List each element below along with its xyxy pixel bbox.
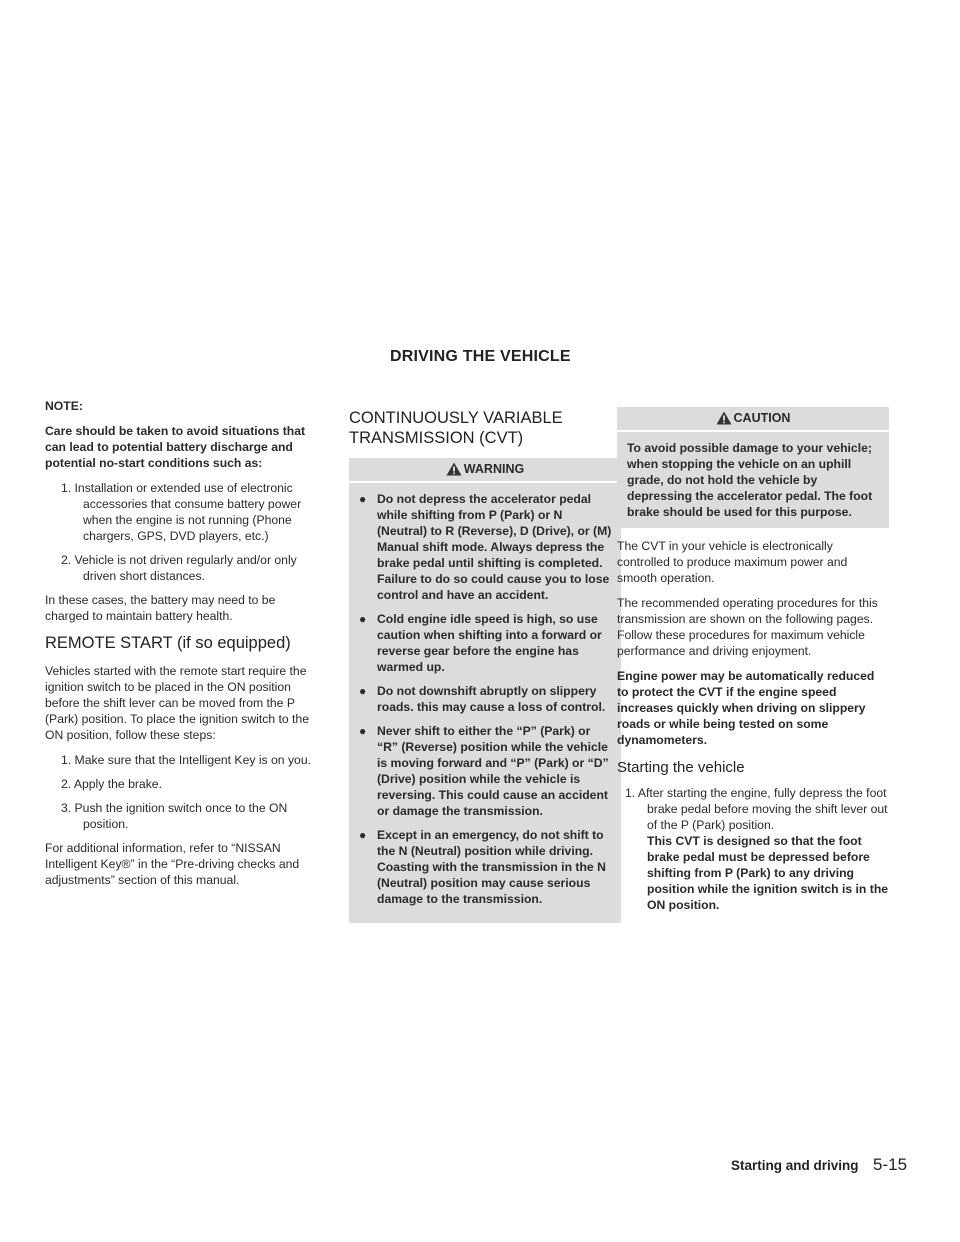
heading-cvt: CONTINUOUSLY VARIABLE TRANSMISSION (CVT): [349, 409, 563, 447]
bullet-icon: ●: [359, 492, 367, 506]
column-left: [45, 398, 317, 897]
warning-item: [359, 491, 613, 603]
note-text: Care should be taken to avoid situations that can lead to potential battery discharge and potential no-start conditions such as:: [45, 424, 306, 470]
list-item: 1. Installation or extended use of electronic accessories that consume battery power when the engine is not running (Phone chargers, GPS, DVD players, etc.): [61, 481, 302, 543]
page-number: 5-15: [873, 1155, 908, 1174]
warning-label: WARNING: [463, 462, 525, 476]
caution-header: [617, 407, 889, 432]
warning-item: [359, 683, 613, 715]
warning-text: Do not depress the accelerator pedal while shifting from P (Park) or N (Neutral) to R (Reverse), D (Drive), or (M) Manual shift mode. Always depress the brake pedal until shifting is completed. Failure to do so could cause you to lose control and have an accident.: [377, 492, 612, 602]
warning-text: Do not downshift abruptly on slippery roads. this may cause a loss of control.: [377, 684, 606, 714]
paragraph-bold: Engine power may be automatically reduced to protect the CVT if the engine speed increases quickly when driving on slippery roads or while being tested on some dynamometers.: [617, 669, 875, 747]
list-item: 3. Push the ignition switch once to the ON position.: [61, 801, 288, 831]
list-item: 1. Make sure that the Intelligent Key is on you.: [61, 753, 311, 767]
caution-triangle-icon: [716, 411, 732, 425]
step-text: 1. After starting the engine, fully depress the foot brake pedal before moving the shift lever out of the P (Park) position.: [625, 786, 888, 832]
paragraph: For additional information, refer to “NISSAN Intelligent Key®” in the “Pre-driving checks and adjustments” section of this manual.: [45, 841, 300, 887]
paragraph: Vehicles started with the remote start require the ignition switch to be placed in the ON position before the shift lever can be moved from the P (Park) position. To place the ignition switch to the ON position, follow these steps:: [45, 664, 309, 742]
warning-item: [359, 827, 613, 907]
paragraph: The CVT in your vehicle is electronically controlled to produce maximum power and smooth operation.: [617, 539, 848, 585]
bullet-icon: ●: [359, 612, 367, 626]
list-item: [617, 785, 889, 913]
paragraph: In these cases, the battery may need to be charged to maintain battery health.: [45, 593, 276, 623]
paragraph: The recommended operating procedures for this transmission are shown on the following pages. Follow these procedures for maximum vehicle performance and driving enjoyment.: [617, 596, 878, 658]
list-item: 2. Apply the brake.: [61, 777, 162, 791]
bullet-icon: ●: [359, 828, 367, 842]
warning-text: Except in an emergency, do not shift to the N (Neutral) position while driving. Coasting with the transmission in the N (Neutral) position may cause serious damage to the transmission.: [377, 828, 606, 906]
warning-item: [359, 611, 613, 675]
heading-starting-vehicle: Starting the vehicle: [617, 759, 745, 776]
warning-header: [349, 458, 621, 483]
caution-text: To avoid possible damage to your vehicle; when stopping the vehicle on an uphill grade, do not hold the vehicle by depressing the accelerator pedal. The foot brake should be used for this purpose.: [627, 441, 873, 519]
heading-remote-start: REMOTE START (if so equipped): [45, 634, 291, 652]
warning-text: Cold engine idle speed is high, so use caution when shifting into a forward or reverse gear before the engine has warmed up.: [377, 612, 602, 674]
warning-body: [349, 483, 621, 923]
warning-item: [359, 723, 613, 819]
bullet-icon: ●: [359, 684, 367, 698]
section-header: DRIVING THE VEHICLE: [390, 348, 571, 365]
column-middle: [349, 404, 621, 923]
note-label: NOTE:: [45, 399, 83, 413]
column-right: [617, 407, 889, 921]
list-item: 2. Vehicle is not driven regularly and/or only driven short distances.: [61, 553, 297, 583]
caution-box: [617, 407, 889, 528]
warning-box: [349, 458, 621, 923]
warning-triangle-icon: [446, 462, 462, 476]
step-bold-text: This CVT is designed so that the foot brake pedal must be depressed before shifting from P (Park) to any driving position while the ignition switch is in the ON position.: [647, 834, 889, 912]
warning-text: Never shift to either the “P” (Park) or “R” (Reverse) position while the vehicle is moving forward and “P” (Park) or “D” (Drive) position while the vehicle is reversing. This could cause an accident or damage the transmission.: [377, 724, 609, 818]
bullet-icon: ●: [359, 724, 367, 738]
caution-label: CAUTION: [733, 411, 791, 425]
footer-section-label: Starting and driving: [731, 1158, 859, 1173]
